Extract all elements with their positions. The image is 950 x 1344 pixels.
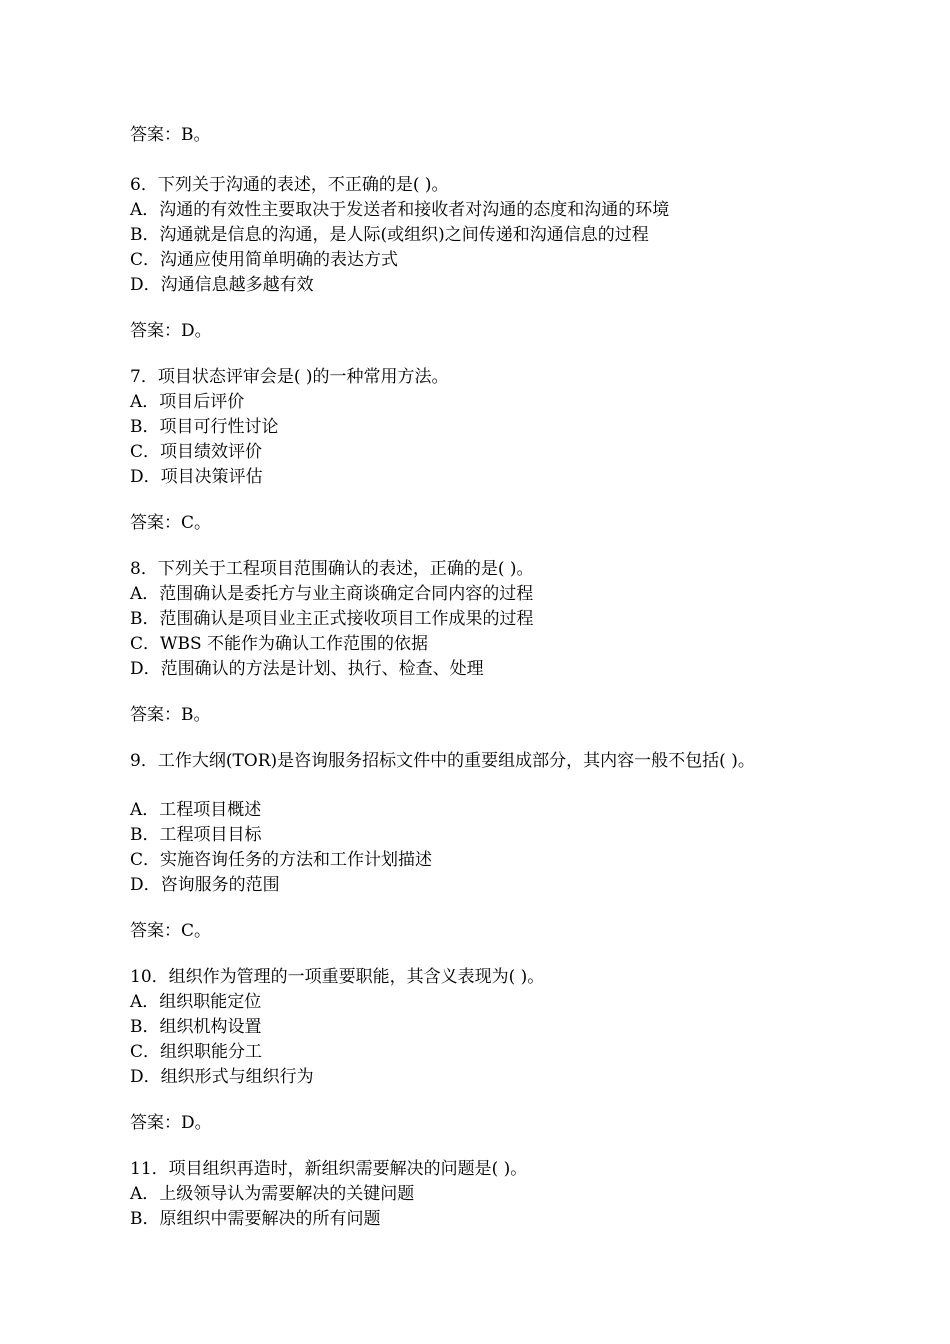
option-c: C．沟通应使用简单明确的表达方式 bbox=[130, 250, 399, 270]
option-c: C．组织职能分工 bbox=[130, 1042, 263, 1062]
answer-text: 答案：B。 bbox=[130, 125, 211, 145]
option-a: A．项目后评价 bbox=[130, 392, 245, 412]
question-11 bbox=[130, 1157, 920, 1232]
question-9 bbox=[130, 749, 920, 944]
answer-text: 答案：D。 bbox=[130, 1113, 212, 1133]
option-b: B．原组织中需要解决的所有问题 bbox=[130, 1209, 381, 1229]
option-b: B．工程项目目标 bbox=[130, 825, 262, 845]
option-a: A．范围确认是委托方与业主商谈确定合同内容的过程 bbox=[130, 584, 534, 604]
answer-text: 答案：B。 bbox=[130, 705, 211, 725]
question-stem: 7．项目状态评审会是( )的一种常用方法。 bbox=[130, 367, 449, 387]
question-8 bbox=[130, 557, 920, 728]
option-c: C．实施咨询任务的方法和工作计划描述 bbox=[130, 850, 433, 870]
option-b: B．沟通就是信息的沟通，是人际(或组织)之间传递和沟通信息的过程 bbox=[130, 225, 649, 245]
option-d: D．咨询服务的范围 bbox=[130, 875, 280, 895]
option-d: D．组织形式与组织行为 bbox=[130, 1067, 314, 1087]
question-stem: 11．项目组织再造时，新组织需要解决的问题是( )。 bbox=[130, 1159, 528, 1179]
answer-text: 答案：D。 bbox=[130, 321, 212, 341]
question-stem: 8．下列关于工程项目范围确认的表述，正确的是( )。 bbox=[130, 559, 534, 579]
question-stem: 6．下列关于沟通的表述，不正确的是( )。 bbox=[130, 175, 449, 195]
option-a: A．上级领导认为需要解决的关键问题 bbox=[130, 1184, 415, 1204]
question-stem: 10．组织作为管理的一项重要职能，其含义表现为( )。 bbox=[130, 967, 545, 987]
option-d: D．项目决策评估 bbox=[130, 467, 263, 487]
document-body bbox=[130, 123, 920, 1232]
option-a: A．组织职能定位 bbox=[130, 992, 262, 1012]
option-b: B．组织机构设置 bbox=[130, 1017, 262, 1037]
question-stem: 9．工作大纲(TOR)是咨询服务招标文件中的重要组成部分，其内容一般不包括( )。 bbox=[130, 751, 755, 771]
option-a: A．工程项目概述 bbox=[130, 800, 262, 820]
option-c: C．WBS 不能作为确认工作范围的依据 bbox=[130, 634, 429, 654]
answer-text: 答案：C。 bbox=[130, 513, 212, 533]
option-c: C．项目绩效评价 bbox=[130, 442, 263, 462]
answer-text: 答案：C。 bbox=[130, 921, 212, 941]
option-b: B．项目可行性讨论 bbox=[130, 417, 279, 437]
question-7 bbox=[130, 365, 920, 536]
option-d: D．沟通信息越多越有效 bbox=[130, 275, 314, 295]
question-10 bbox=[130, 965, 920, 1136]
option-a: A．沟通的有效性主要取决于发送者和接收者对沟通的态度和沟通的环境 bbox=[130, 200, 670, 220]
question-6 bbox=[130, 173, 920, 344]
option-d: D．范围确认的方法是计划、执行、检查、处理 bbox=[130, 659, 484, 679]
option-b: B．范围确认是项目业主正式接收项目工作成果的过程 bbox=[130, 609, 534, 629]
